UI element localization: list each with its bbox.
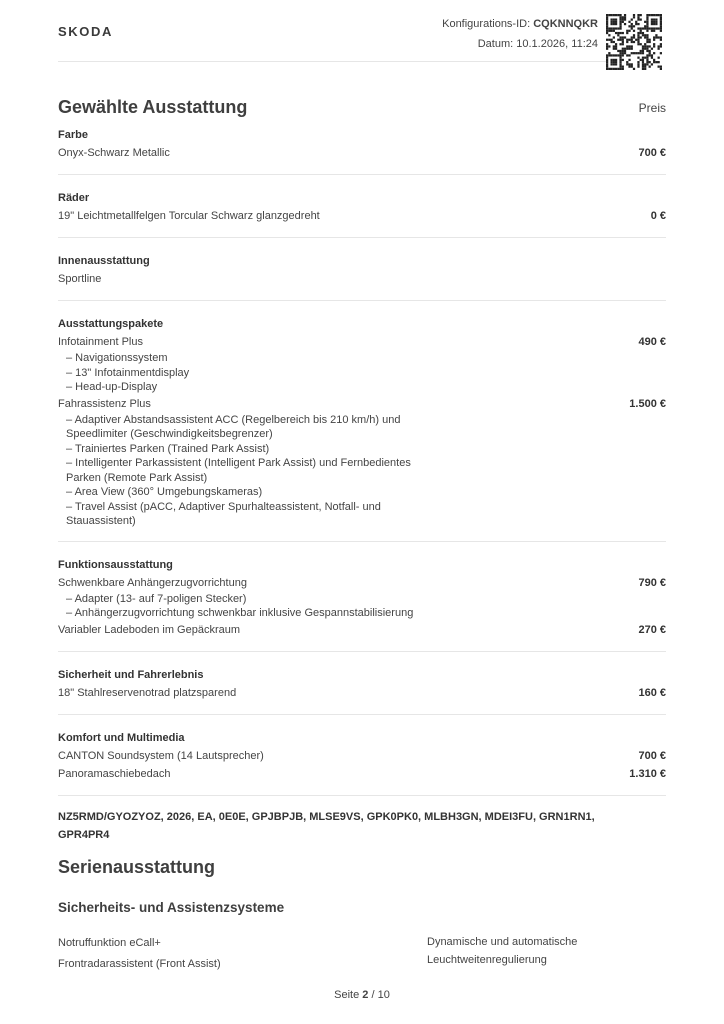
standard-list-right (427, 933, 597, 969)
section-label: Komfort und Multimedia (58, 731, 185, 744)
item-price: 1.500 € (629, 397, 666, 410)
item-price: 270 € (638, 623, 666, 636)
section-label: Farbe (58, 129, 88, 141)
item-name: Sportline (58, 273, 102, 285)
detail-line: – Navigationssystem (66, 352, 168, 364)
item-name: 19" Leichtmetallfelgen Torcular Schwarz glanzgedreht (58, 210, 320, 222)
equipment-section (58, 727, 666, 796)
item-name: Panoramaschiebedach (58, 767, 171, 780)
section-label: Innenausstattung (58, 255, 150, 267)
equipment-row (58, 621, 666, 639)
detail-line: – 13" Infotainmentdisplay (66, 366, 190, 379)
item-details (66, 413, 426, 529)
section-label: Sicherheit und Fahrerlebnis (58, 668, 204, 681)
item-name: Onyx-Schwarz Metallic (58, 147, 170, 159)
item-price: 0 € (650, 210, 666, 222)
equipment-section (58, 124, 666, 175)
standard-equipment-title: Serienausstattung (58, 857, 216, 877)
equipment-row (58, 574, 666, 592)
equipment-row (58, 684, 666, 702)
detail-line: – Travel Assist (pACC, Adaptiver Spurhalteassistent, Notfall- und Stauassistent) (66, 500, 381, 527)
item-price: 160 € (638, 686, 666, 699)
item-price: 700 € (638, 147, 666, 159)
standard-list-left (58, 933, 221, 975)
item-details (66, 592, 426, 621)
equipment-row (58, 144, 666, 162)
section-label: Räder (58, 192, 90, 204)
date-label: Datum: (477, 38, 514, 50)
detail-line: – Adapter (13- auf 7-poligen Stecker) (66, 592, 247, 605)
item-price: 490 € (638, 336, 666, 348)
item-name: Schwenkbare Anhängerzugvorrichtung (58, 576, 247, 589)
list-item: Notruffunktion eCall+ (58, 937, 161, 949)
page-total: / 10 (371, 989, 390, 1001)
qr-code-icon (606, 14, 662, 70)
equipment-row (58, 765, 666, 783)
detail-line: – Trainiertes Parken (Trained Park Assist) (66, 442, 270, 455)
config-meta (442, 14, 598, 54)
detail-line: – Adaptiver Abstandsassistent ACC (Regelbereich bis 210 km/h) und Speedlimiter (Geschwindigkeitsbegrenzer) (66, 413, 401, 440)
page-prefix: Seite (334, 989, 360, 1001)
item-details (66, 351, 426, 395)
detail-line: – Head-up-Display (66, 381, 158, 393)
page-current: 2 (362, 989, 369, 1001)
config-id: CQKNNQKR (533, 18, 598, 30)
list-item: Frontradarassistent (Front Assist) (58, 958, 221, 970)
header-divider (58, 61, 606, 62)
detail-line: – Area View (360° Umgebungskameras) (66, 486, 263, 498)
equipment-section (58, 664, 666, 715)
equipment-section (58, 313, 666, 542)
config-id-label: Konfigurations-ID: (442, 18, 531, 30)
equipment-row (58, 395, 666, 413)
list-item: Dynamische und automatische Leuchtweitenregulierung (427, 936, 578, 966)
date: 10.1.2026, 11:24 (516, 38, 598, 50)
item-name: Variabler Ladeboden im Gepäckraum (58, 623, 241, 636)
section-label: Funktionsausstattung (58, 558, 173, 571)
item-price: 1.310 € (629, 767, 666, 780)
option-codes: NZ5RMD/GYOZYOZ, 2026, EA, 0E0E, GPJBPJB, MLSE9VS, GPK0PK0, MLBH3GN, MDEI3FU, GRN1RN1, GPR4PR4 (58, 811, 595, 841)
skoda-logo: SKODA (58, 24, 113, 39)
detail-line: – Intelligenter Parkassistent (Intelligent Park Assist) und Fernbedientes Parken (Remote Park Assist) (66, 457, 411, 484)
item-price: 700 € (638, 749, 666, 762)
item-name: CANTON Soundsystem (14 Lautsprecher) (58, 749, 264, 762)
page-title: Gewählte Ausstattung (58, 97, 248, 117)
item-name: Infotainment Plus (58, 336, 143, 348)
equipment-section (58, 187, 666, 238)
detail-line: – Anhängerzugvorrichtung schwenkbar inklusive Gespannstabilisierung (66, 607, 414, 619)
standard-equipment-subtitle: Sicherheits- und Assistenzsysteme (58, 900, 285, 915)
equipment-section (58, 250, 666, 301)
item-name: Fahrassistenz Plus (58, 397, 151, 410)
equipment-row (58, 207, 666, 225)
equipment-row (58, 270, 666, 288)
page-indicator (0, 989, 724, 1001)
equipment-row (58, 747, 666, 765)
section-label: Ausstattungspakete (58, 318, 164, 330)
equipment-sections (58, 124, 666, 808)
equipment-section (58, 554, 666, 652)
equipment-row (58, 333, 666, 351)
price-column-header: Preis (638, 101, 666, 115)
item-price: 790 € (638, 576, 666, 589)
item-name: 18" Stahlreservenotrad platzsparend (58, 686, 237, 699)
